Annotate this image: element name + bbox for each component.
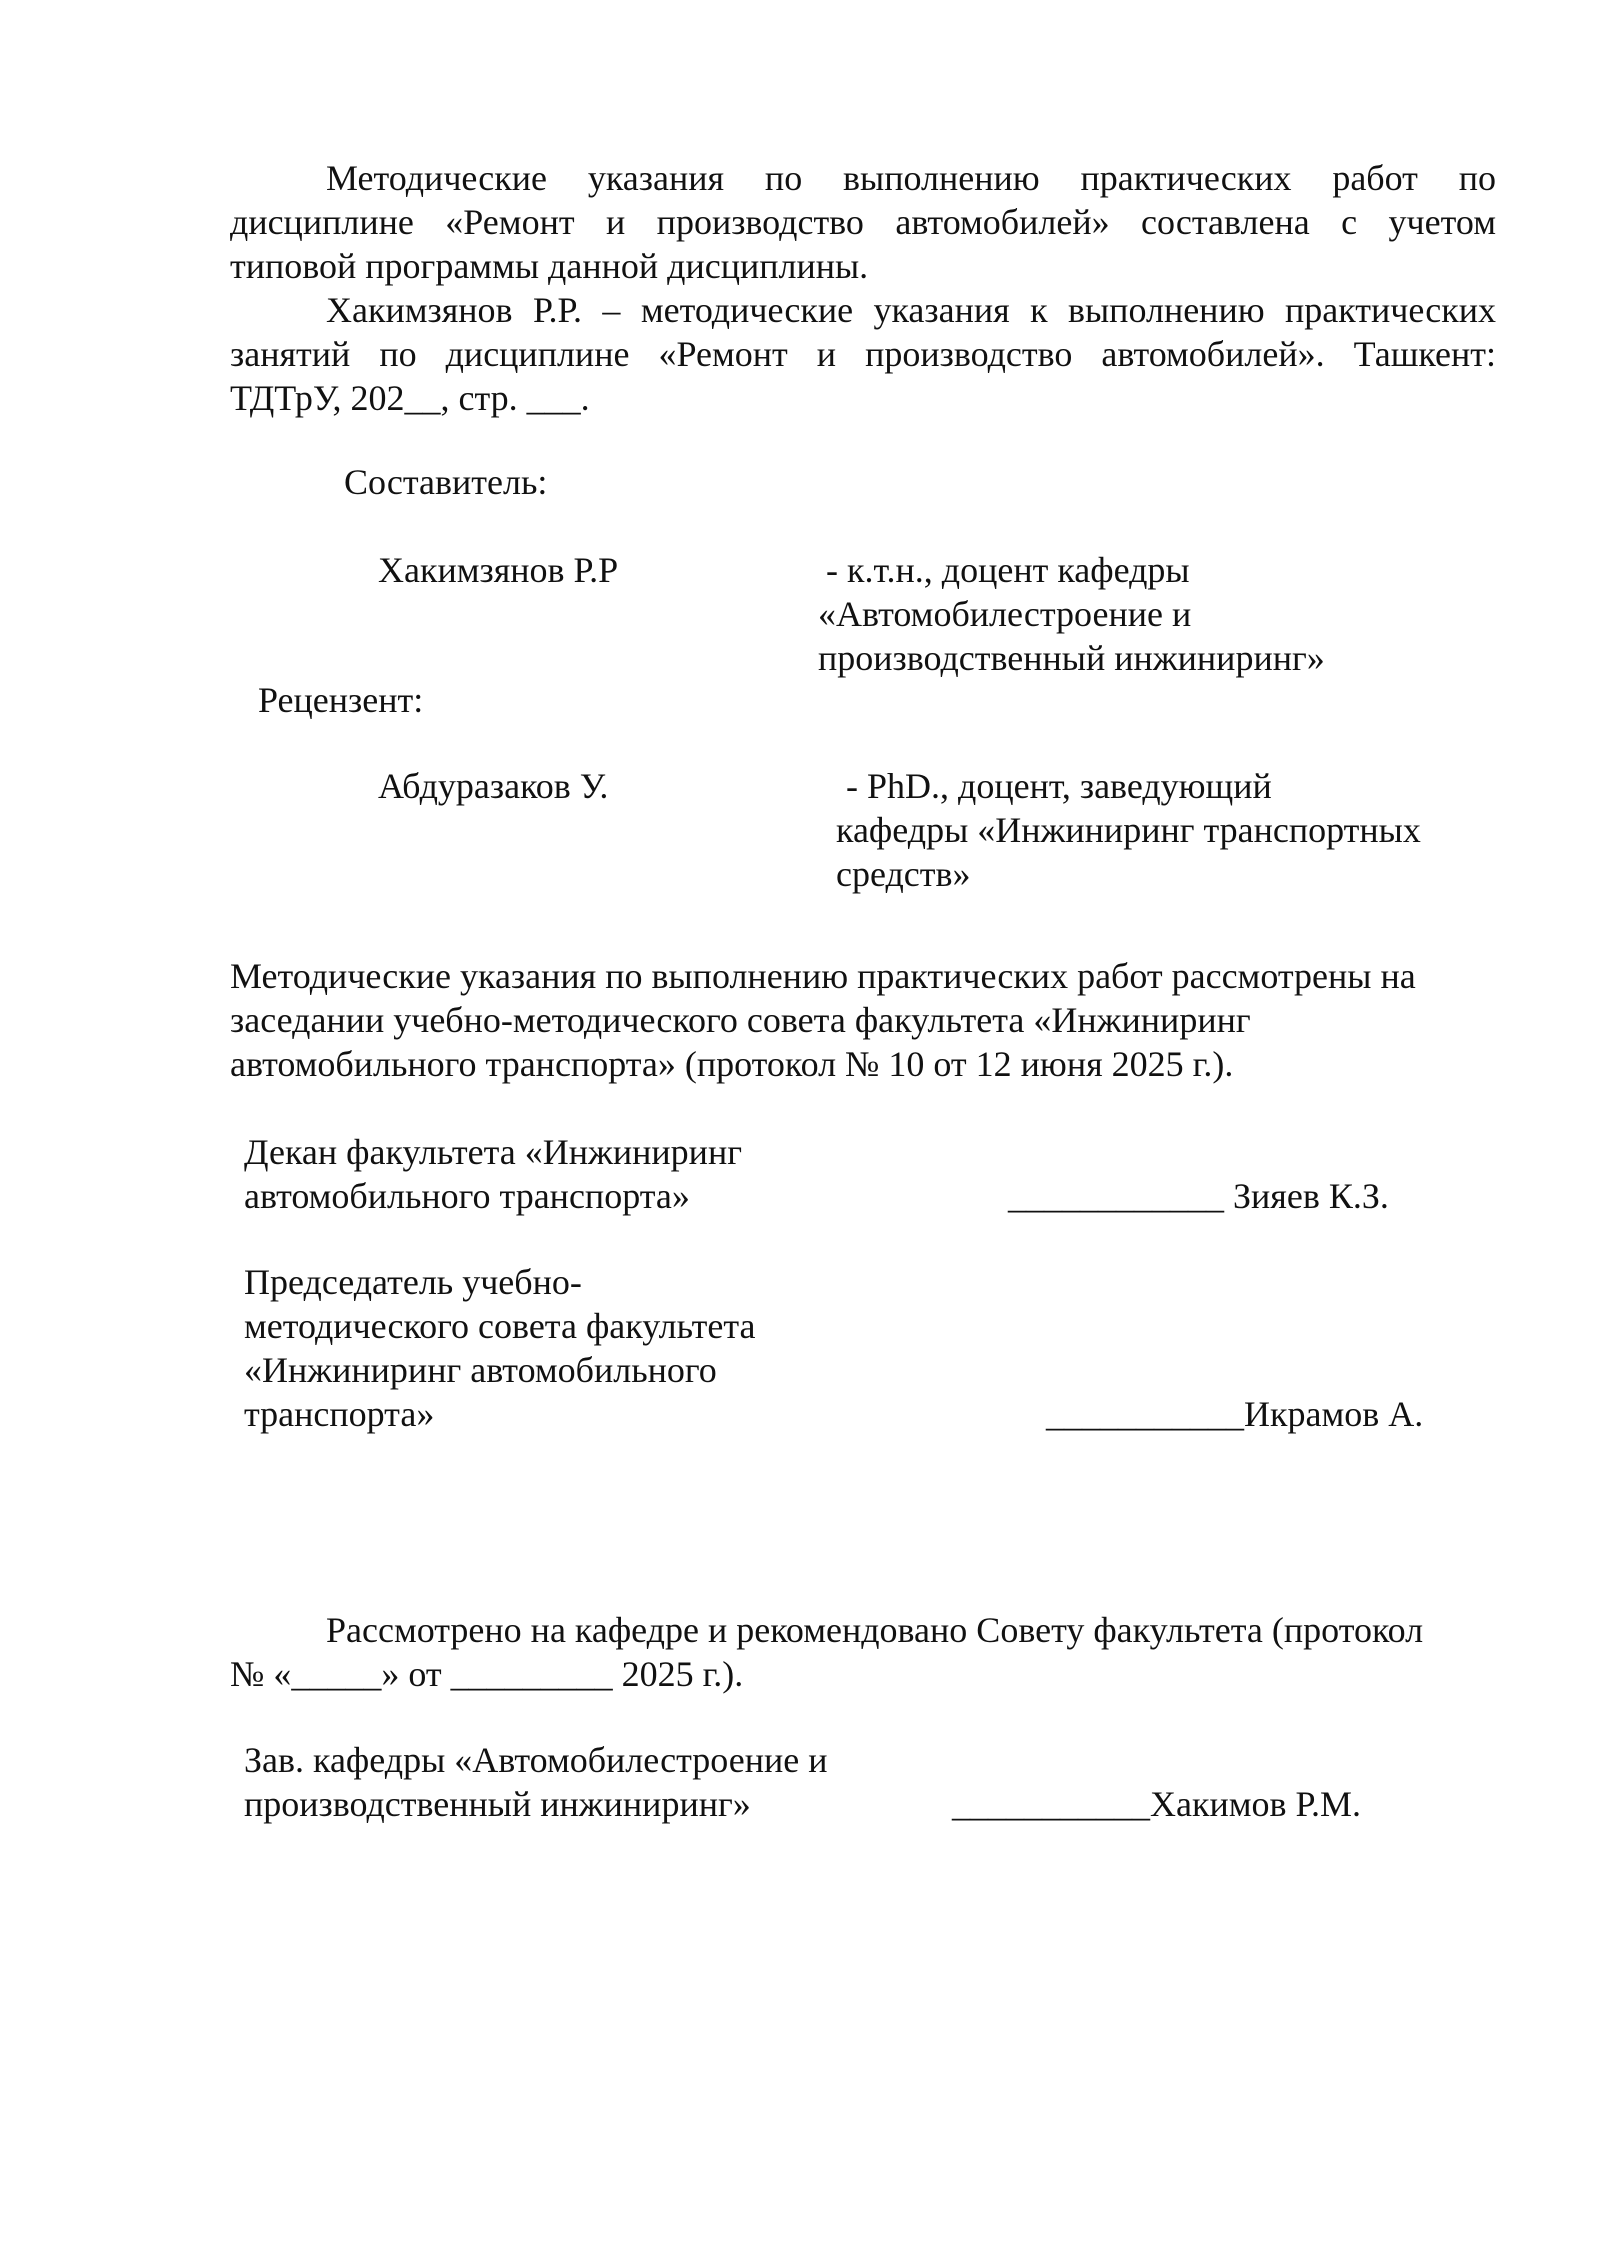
compiler-role-line-1: - к.т.н., доцент кафедры — [826, 550, 1190, 590]
chairman-title-line-1: Председатель учебно- — [244, 1262, 582, 1302]
head-title-line-1: Зав. кафедры «Автомобилестроение и — [244, 1740, 828, 1780]
reviewer-label: Рецензент: — [258, 680, 424, 720]
department-line-2: № «_____» от _________ 2025 г.). — [230, 1654, 744, 1694]
council-line-2: заседании учебно-методического совета факультета «Инжиниринг — [230, 1000, 1251, 1040]
dean-title-line-1: Декан факультета «Инжиниринг — [244, 1132, 742, 1172]
department-line-1: Рассмотрено на кафедре и рекомендовано Совету факультета (протокол — [326, 1610, 1424, 1650]
dean-title-line-2: автомобильного транспорта» — [244, 1176, 690, 1216]
compiler-role-line-2: «Автомобилестроение и — [818, 594, 1192, 634]
citation-line-3: ТДТрУ, 202__, стр. ___. — [230, 378, 590, 418]
compiler-name: Хакимзянов Р.Р — [378, 550, 619, 590]
chairman-title-line-4: транспорта» — [244, 1394, 435, 1434]
reviewer-role-line-3: средств» — [836, 854, 971, 894]
intro-line-3: типовой программы данной дисциплины. — [230, 246, 869, 286]
council-line-3: автомобильного транспорта» (протокол № 10 от 12 июня 2025 г.). — [230, 1044, 1234, 1084]
chairman-signature: ___________Икрамов А. — [1046, 1394, 1424, 1434]
citation-line-2: занятий по дисциплине «Ремонт и производство автомобилей». Ташкент: — [230, 334, 1496, 374]
intro-line-2: дисциплине «Ремонт и производство автомобилей» составлена с учетом — [230, 202, 1496, 242]
dean-signature: ____________ Зияев К.З. — [1008, 1176, 1389, 1216]
council-line-1: Методические указания по выполнению практических работ рассмотрены на — [230, 956, 1416, 996]
reviewer-name: Абдуразаков У. — [378, 766, 609, 806]
reviewer-role-line-2: кафедры «Инжиниринг транспортных — [836, 810, 1421, 850]
intro-line-1: Методические указания по выполнению практических работ по — [326, 158, 1496, 198]
chairman-title-line-3: «Инжиниринг автомобильного — [244, 1350, 717, 1390]
compiler-role-line-3: производственный инжиниринг» — [818, 638, 1325, 678]
reviewer-role-line-1: - PhD., доцент, заведующий — [846, 766, 1272, 806]
head-signature: ___________Хакимов Р.М. — [952, 1784, 1362, 1824]
head-title-line-2: производственный инжиниринг» — [244, 1784, 751, 1824]
chairman-title-line-2: методического совета факультета — [244, 1306, 756, 1346]
citation-line-1: Хакимзянов Р.Р. – методические указания к выполнению практических — [326, 290, 1496, 330]
compiler-label: Составитель: — [344, 462, 548, 502]
